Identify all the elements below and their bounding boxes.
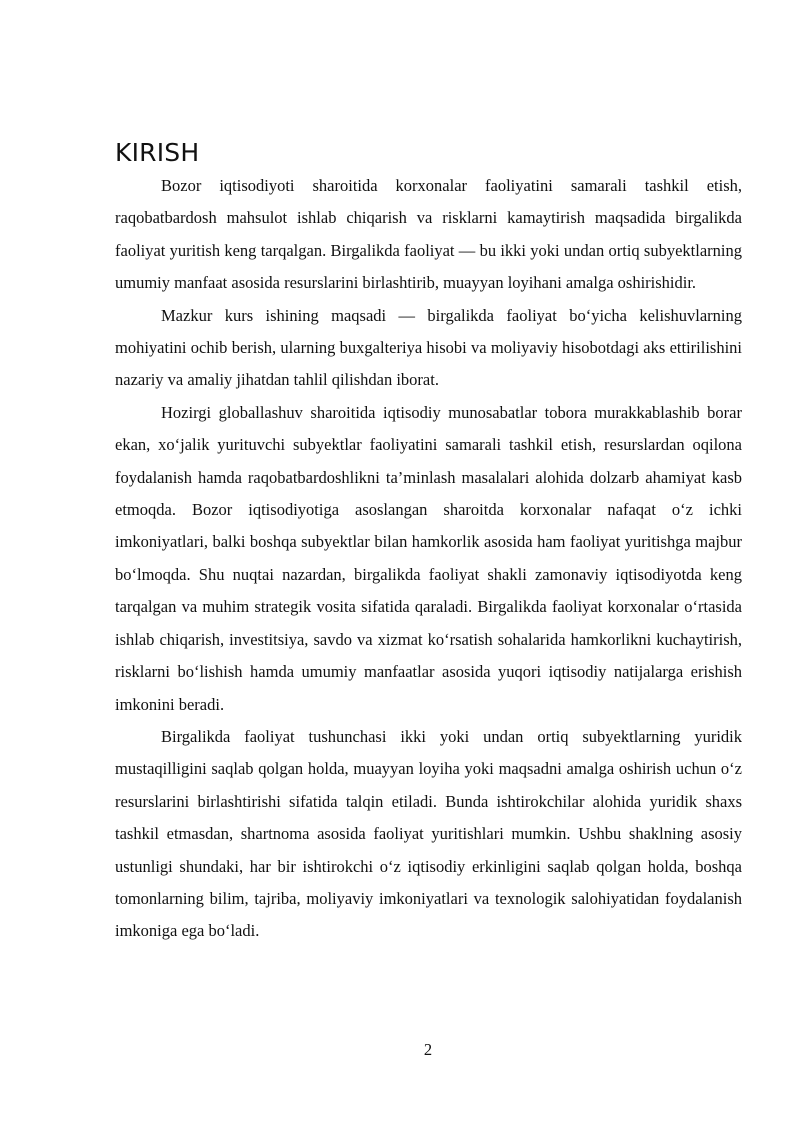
body-text xyxy=(115,170,742,948)
paragraph-1: Bozor iqtisodiyoti sharoitida korxonalar faoliyatini samarali tashkil etish, raqobatbardosh mahsulot ishlab chiqarish va risklarni kamaytirish maqsadida birgalikda faoliyat yuritish keng tarqalgan. Birgalikda faoliyat — bu ikki yoki undan ortiq subyektlarning umumiy manfaat asosida resurslarini birlashtirib, muayyan loyihani amalga oshirishidir. xyxy=(115,176,742,293)
section-heading: KIRISH xyxy=(115,138,200,167)
page-number: 2 xyxy=(423,1040,433,1059)
paragraph-2: Mazkur kurs ishining maqsadi — birgalikda faoliyat bo‘yicha kelishuvlarning mohiyatini ochib berish, ularning buxgalteriya hisobi va moliyaviy hisobotdagi aks ettirilishini nazariy va amaliy jihatdan tahlil qilishdan iborat. xyxy=(115,305,742,390)
paragraph-4: Birgalikda faoliyat tushunchasi ikki yoki undan ortiq subyektlarning yuridik mustaqilligini saqlab qolgan holda, muayyan loyiha yoki maqsadni amalga oshirish uchun o‘z resurslarini birlashtirishi sifatida talqin etiladi. Bunda ishtirokchilar alohida yuridik shaxs tashkil etmasdan, shartnoma asosida faoliyat yuritishlari mumkin. Ushbu shaklning asosiy ustunligi shundaki, har bir ishtirokchi o‘z iqtisodiy erkinligini saqlab qolgan holda, boshqa tomonlarning bilim, tajriba, moliyaviy imkoniyatlari va texnologik salohiyatidan foydalanish imkoniga ega bo‘ladi. xyxy=(115,726,742,941)
paragraph-3: Hozirgi globallashuv sharoitida iqtisodiy munosabatlar tobora murakkablashib borar ekan, xo‘jalik yurituvchi subyektlar faoliyatini samarali tashkil etish, resurslardan oqilona foydalanish hamda raqobatbardoshlikni ta’minlash masalalari alohida dolzarb ahamiyat kasb etmoqda. Bozor iqtisodiyotiga asoslangan sharoitda korxonalar nafaqat o‘z ichki imkoniyatlari, balki boshqa subyektlar bilan hamkorlik asosida ham faoliyat yuritishga majbur bo‘lmoqda. Shu nuqtai nazardan, birgalikda faoliyat shakli zamonaviy iqtisodiyotda keng tarqalgan va muhim strategik vosita sifatida qaraladi. Birgalikda faoliyat korxonalar o‘rtasida ishlab chiqarish, investitsiya, savdo va xizmat ko‘rsatish sohalarida hamkorlikni kuchaytirish, risklarni bo‘lishish hamda umumiy manfaatlar asosida yuqori iqtisodiy natijalarga erishish imkonini beradi. xyxy=(115,402,742,714)
